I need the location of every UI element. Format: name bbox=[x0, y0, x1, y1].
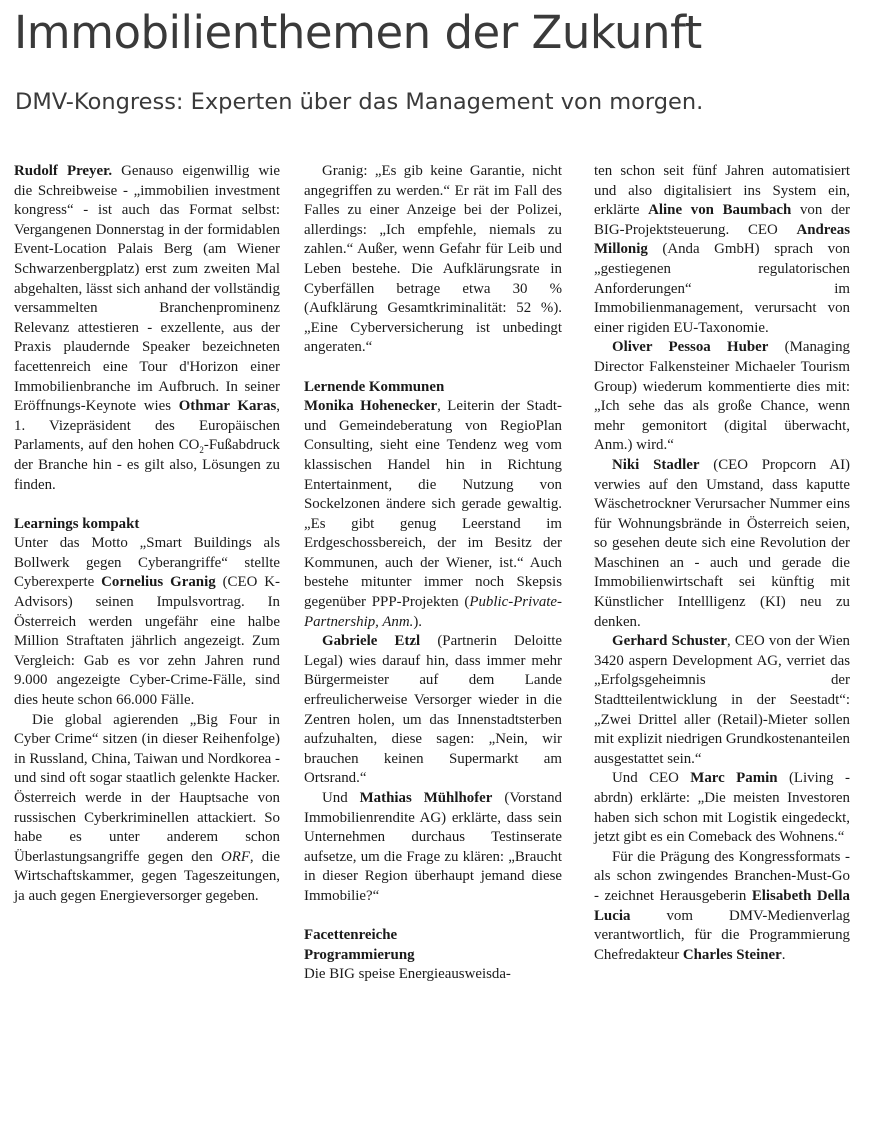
paragraph: ten schon seit fünf Jahren automatisiert und also digitalisiert ins System ein, erklärte Aline von Baumbach von der BIG-Projektsteuerung. CEO Andreas Millonig (Anda GmbH) sprach von „gestiegenen regulatorischen Anforderungen“ im Immobilienmanagement, verursacht von einer rigiden EU-Taxonomie. bbox=[594, 163, 851, 336]
person-name: Monika Hohenecker bbox=[304, 398, 438, 415]
column-3 bbox=[594, 162, 850, 965]
paragraph: Monika Hohenecker, Leiterin der Stadt- und Gemeindeberatung von RegioPlan Consulting, sieht eine Tendenz weg vom klassischen Handel hin in Richtung Entertainment, die Nutzung von Sockelzonen ändere sich gerade gewaltig. „Es gibt genug Leerstand im Erdgeschossbereich, der im Besitz der Kommunen, auch der Wiener, ist.“ Auch bestehe mitunter immer noch Skepsis gegenüber PPP-Projekten (Public-Private-Partnership, Anm.). bbox=[304, 398, 562, 630]
person-name: Charles Steiner bbox=[682, 946, 782, 963]
section-heading: Lernende Kommunen bbox=[304, 378, 445, 395]
person-name: Oliver Pessoa Huber bbox=[612, 339, 769, 356]
person-name: Cornelius Granig bbox=[101, 574, 216, 591]
person-name: Elisabeth Della Lucia bbox=[594, 887, 850, 924]
paragraph: Die BIG speise Energieausweisda- bbox=[304, 966, 511, 983]
paragraph: Rudolf Preyer. Genauso eigenwillig wie die Schreibweise - „immobilien investment kongress“ - ist auch das Format selbst: Vergangenen Donnerstag in der formidablen Event-Location Palais Berg (am Wiener Schwarzenbergplatz) erst zum zweiten Mal abgehalten, lässt sich anhand der vollständig versammelten Branchenprominenz Relevanz attestieren - exzellente, aus der Praxis plaudernde Speaker bezeichneten facettenreich eine Tour d'Horizon einer Immobilienbranche im Aufbruch. In seiner Eröffnungs-Keynote wies Othmar Karas, 1. Vizepräsident des Europäischen Parlaments, auf den hohen $CO_2$-Fußabdruck der Branche hin - es gilt also, Lösungen zu finden. bbox=[14, 163, 280, 493]
person-name: Niki Stadler bbox=[612, 456, 700, 473]
column-2 bbox=[304, 162, 562, 985]
column-1 bbox=[14, 162, 280, 907]
paragraph: Und Mathias Mühlhofer (Vorstand Immobilienrendite AG) erklärte, dass sein Unternehmen durchaus Testinserate aufsetze, um die Frage zu klären: „Braucht in dieser Region überhaupt jemand diese Immobilie?“ bbox=[304, 790, 562, 904]
person-name: Marc Pamin bbox=[690, 770, 778, 787]
person-name: Gabriele Etzl bbox=[322, 633, 421, 650]
paragraph: Oliver Pessoa Huber (Managing Director Falkensteiner Michaeler Tourism Group) wiederum kommentierte dies mit: „Ich sehe das als große Chance, wenn mehr gemonitort (digital überwacht, Anm.) wird.“ bbox=[594, 339, 850, 454]
author-name: Rudolf Preyer. bbox=[14, 163, 113, 179]
person-name: Mathias Mühlhofer bbox=[359, 790, 493, 806]
paragraph: Unter das Motto „Smart Buildings als Bollwerk gegen Cyberangriffe“ stellte Cyberexperte Cornelius Granig (CEO K-Advisors) seinen Impulsvortrag. In Österreich werden ungefähr eine halbe Million Straftaten jährlich angezeigt. Zum Vergleich: Gab es vor zehn Jahren rund 9.000 angezeigte Cyber-Crime-Fälle, sind dies heute schon 66.000 Fälle. bbox=[14, 535, 280, 709]
paragraph: Für die Prägung des Kongressformats - als schon zwingendes Branchen-Must-Go - zeichnet Herausgeberin Elisabeth Della Lucia vom DMV-Medienverlag verantwortlich, für die Programmierung Chefredakteur Charles Steiner. bbox=[594, 848, 850, 963]
person-name: Othmar Karas bbox=[178, 398, 277, 415]
person-name: Andreas Millonig bbox=[594, 221, 850, 258]
person-name: Gerhard Schuster bbox=[612, 633, 728, 650]
paragraph: Die global agierenden „Big Four in Cyber Crime“ sitzen (in dieser Reihenfolge) in Russland, China, Taiwan und Nordkorea - und sind oft sogar staatlich gelenkte Hacker. Österreich werde in der Hauptsache von russischen Cyberkriminellen attackiert. So habe es unter anderem schon Überlastungsangriffe gegen den ORF, die Wirtschaftskammer, gegen Tageszeitungen, ja auch gegen Energieversorger gegeben. bbox=[14, 711, 280, 904]
paragraph: Gerhard Schuster, CEO von der Wien 3420 aspern Development AG, verriet das „Erfolgsgeheimnis der Stadtteilentwicklung in der Seestadt“: „Zwei Drittel aller (Retail)-Mieter sollen mit explizit niedrigen Grundkostenanteilen ausgestattet sein.“ bbox=[594, 633, 850, 767]
paragraph: Und CEO Marc Pamin (Living - abrdn) erklärte: „Die meisten Investoren haben sich schon mit Logistik eingedeckt, jetzt gibt es ein Comeback des Wohnens.“ bbox=[594, 770, 850, 846]
person-name: Aline von Baumbach bbox=[648, 202, 792, 219]
section-heading: Learnings kompakt bbox=[14, 515, 140, 532]
article-title: Immobilienthemen der Zukunft bbox=[14, 6, 702, 59]
article-subtitle: DMV-Kongress: Experten über das Management von morgen. bbox=[15, 89, 704, 115]
paragraph: Niki Stadler (CEO Propcorn AI) verwies auf den Umstand, dass kaputte Wäschetrockner Verursacher Nummer eins für Wohnungsbrände in Österreich seien, so gesehen deute sich eine Revolution der Maschinen an - auch und gerade die Immobilienwirtschaft sei künftig mit Künstlicher Intellligenz (KI) neu zu denken. bbox=[594, 456, 850, 630]
paragraph: Gabriele Etzl (Partnerin Deloitte Legal) wies darauf hin, dass immer mehr Bürgermeister auf dem Lande erfreulicherweise Versorger wieder in die Zentren holen, um das Innenstadtsterben aufzuhalten, diese sagen: „Nein, wir brauchen keinen Supermarkt am Ortsrand.“ bbox=[304, 633, 562, 787]
section-heading: Facettenreiche Programmierung bbox=[304, 927, 415, 963]
paragraph: Granig: „Es gib keine Garantie, nicht angegriffen zu werden.“ Er rät im Fall des Falles zu einer Anzeige bei der Polizei, allerdings: „Ich empfehle, niemals zu zahlen.“ Außer, wenn Gefahr für Leib und Leben bestehe. Die Aufklärungsrate in Cyberfällen betrage etwa 30 % (Aufklärung Gesamtkriminalität: 52 %). „Eine Cyberversicherung ist unbedingt angeraten.“ bbox=[304, 163, 562, 356]
